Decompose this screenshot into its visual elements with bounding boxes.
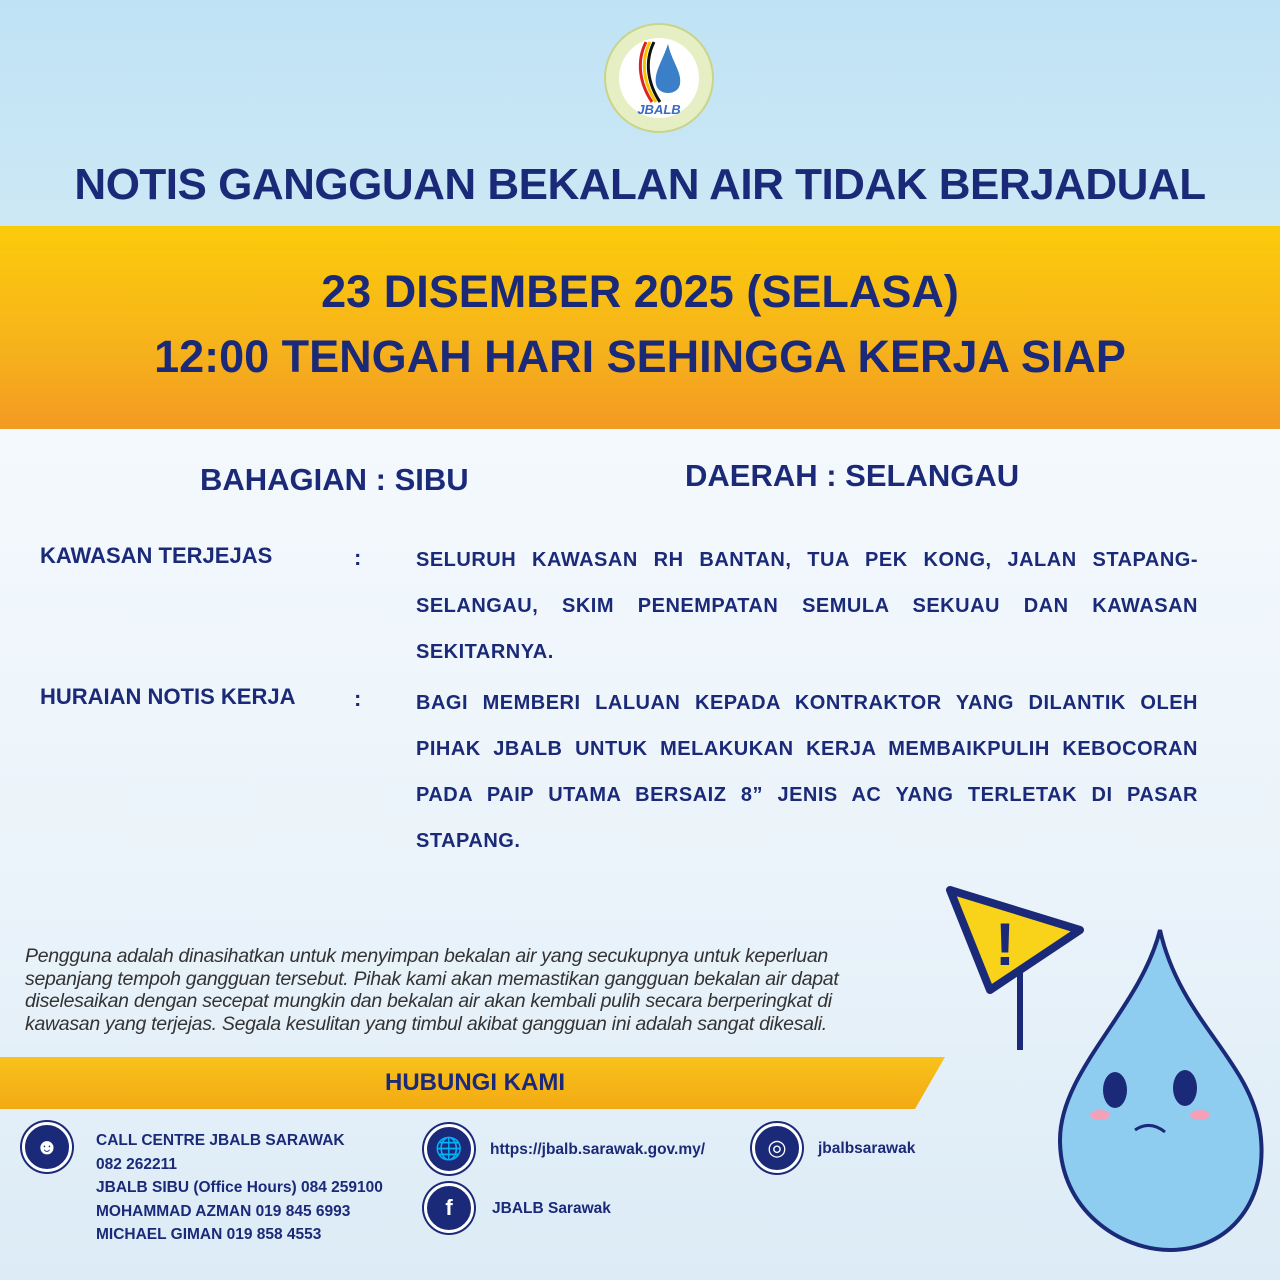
detail-label: KAWASAN TERJEJAS [40,543,273,568]
daerah: DAERAH : SELANGAU [685,458,1020,493]
contact-line: 082 262211 [96,1155,178,1173]
facebook-icon: f [424,1183,474,1233]
time-line: 12:00 TENGAH HARI SEHINGGA KERJA SIAP [154,331,1126,382]
schedule-band [0,226,1280,429]
warning-icon [950,890,1080,990]
user-icon: ☻ [22,1122,72,1172]
page-title: NOTIS GANGGUAN BEKALAN AIR TIDAK BERJADUAL [74,160,1206,209]
bahagian: BAHAGIAN : SIBU [200,462,469,497]
instagram-icon: ◎ [752,1123,802,1173]
facebook-link[interactable]: JBALB Sarawak [492,1200,611,1217]
contact-line: MICHAEL GIMAN 019 858 4553 [96,1226,322,1243]
detail-colon: : [354,545,362,570]
detail-colon: : [354,686,362,711]
contact-heading: HUBUNGI KAMI [385,1069,565,1096]
affected-areas: SELURUH KAWASAN RH BANTAN, TUA PEK KONG, JALAN STAPANG-SELANGAU, SKIM PENEMPATAN SEMULA SEKUAU DAN KAWASAN SEKITARNYA. [416,549,1198,663]
contact-list [96,1129,383,1247]
advisory-note: Pengguna adalah dinasihatkan untuk menyimpan bekalan air yang secukupnya untuk keperluan sepanjang tempoh gangguan tersebut. Pihak kami akan memastikan gangguan bekalan air dapat diselesaikan dengan secepat mungkin dan bekalan air akan kembali pulih secara berperingkat di kawasan yang terjejas. Segala kesulitan yang timbul akibat gangguan ini adalah sangat dikesali. [25,945,839,1035]
contact-line: MOHAMMAD AZMAN 019 845 6993 [96,1202,351,1220]
contact-line: CALL CENTRE JBALB SARAWAK [96,1132,345,1149]
work-description: BAGI MEMBERI LALUAN KEPADA KONTRAKTOR YANG DILANTIK OLEH PIHAK JBALB UNTUK MELAKUKAN KERJA MEMBAIKPULIH KEBOCORAN PADA PAIP UTAMA BERSAIZ 8” JENIS AC YANG TERLETAK DI PASAR STAPANG. [416,692,1198,852]
contact-line: JBALB SIBU (Office Hours) 084 259100 [96,1179,383,1196]
instagram-link[interactable]: jbalbsarawak [818,1140,916,1157]
svg-text:JBALB: JBALB [637,102,681,117]
detail-label: HURAIAN NOTIS KERJA [40,684,296,709]
date-line: 23 DISEMBER 2025 (SELASA) [321,266,959,317]
website-link[interactable]: https://jbalb.sarawak.gov.my/ [490,1141,706,1158]
svg-text:!: ! [995,911,1015,978]
jbalb-logo [602,22,716,134]
globe-icon: 🌐 [424,1124,474,1174]
water-drop-mascot [920,870,1280,1280]
